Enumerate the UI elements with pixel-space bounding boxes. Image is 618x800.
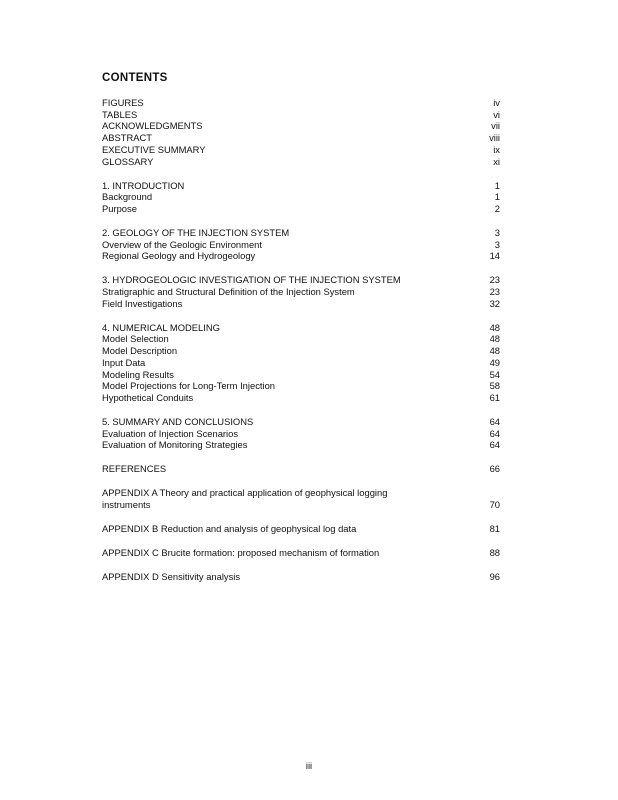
toc-entry-page: 66 [489, 463, 500, 475]
toc-group [102, 571, 500, 583]
toc-entry-page: 70 [489, 499, 500, 511]
toc-entry-page: 23 [489, 286, 500, 298]
toc-entry-label: Stratigraphic and Structural Definition of the Injection System [102, 286, 355, 298]
toc-entry[interactable] [102, 571, 500, 583]
toc-entry[interactable] [102, 239, 500, 251]
toc-entry[interactable] [102, 487, 500, 510]
toc-entry-label: APPENDIX D Sensitivity analysis [102, 571, 241, 583]
toc-entry[interactable] [102, 298, 500, 310]
toc-group [102, 97, 500, 167]
toc-entry[interactable] [102, 180, 500, 192]
toc-group [102, 487, 500, 510]
toc-group [102, 180, 500, 215]
toc-entry-page: 96 [489, 571, 500, 583]
toc-entry-page: vii [491, 120, 500, 132]
toc-entry-label: Model Projections for Long-Term Injection [102, 380, 275, 392]
toc-entry-label: 2. GEOLOGY OF THE INJECTION SYSTEM [102, 226, 290, 238]
toc-entry-page: 14 [489, 250, 500, 262]
toc-entry[interactable] [102, 109, 500, 121]
toc-entry-page: 88 [489, 547, 500, 559]
toc-entry-page: iv [493, 97, 500, 108]
toc-entry[interactable] [102, 250, 500, 262]
toc-group [102, 274, 500, 309]
toc-entry-label: ABSTRACT [102, 132, 153, 144]
toc-entry-page: 61 [489, 391, 500, 403]
toc-entry-label: EXECUTIVE SUMMARY [102, 143, 206, 155]
toc-entry-label: Hypothetical Conduits [102, 391, 194, 403]
toc-entry-page: 64 [489, 415, 500, 427]
toc-entry[interactable] [102, 392, 500, 404]
toc-entry-label: Evaluation of Injection Scenarios [102, 427, 239, 439]
toc-entry[interactable] [102, 97, 500, 109]
toc-entry[interactable] [102, 380, 500, 392]
toc-entry-label: Regional Geology and Hydrogeology [102, 250, 256, 262]
toc-entry-label: Field Investigations [102, 297, 183, 309]
toc-entry-page: 1 [494, 179, 500, 191]
toc-entry-page: 2 [494, 202, 500, 214]
toc-entry-label: Evaluation of Monitoring Strategies [102, 439, 248, 451]
toc-entry[interactable] [102, 191, 500, 203]
toc-entry-label: APPENDIX C Brucite formation: proposed mechanism of formation [102, 547, 380, 559]
toc-entry-page: 3 [494, 226, 500, 238]
toc-group [102, 227, 500, 262]
toc-entry-page: 64 [489, 427, 500, 439]
toc-entry-page: 3 [494, 238, 500, 250]
toc-entry-page: 1 [494, 191, 500, 203]
toc-entry-label: TABLES [102, 108, 138, 120]
toc-entry-label: Overview of the Geologic Environment [102, 238, 262, 250]
toc-entry-label: 5. SUMMARY AND CONCLUSIONS [102, 415, 254, 427]
toc-entry[interactable] [102, 120, 500, 132]
toc-entry-page: 58 [489, 380, 500, 392]
toc-entry[interactable] [102, 428, 500, 440]
toc-entry-label: FIGURES [102, 97, 144, 108]
toc-group [102, 547, 500, 559]
toc-entry[interactable] [102, 156, 500, 168]
toc-group [102, 322, 500, 404]
toc-entry-label: 3. HYDROGEOLOGIC INVESTIGATION OF THE INJECTION SYSTEM [102, 274, 401, 286]
toc-entry-page: 48 [489, 345, 500, 357]
toc-entry[interactable] [102, 132, 500, 144]
toc-entry[interactable] [102, 369, 500, 381]
page-number: iii [305, 760, 313, 771]
toc-entry[interactable] [102, 345, 500, 357]
toc-entry-label: 1. INTRODUCTION [102, 179, 185, 191]
toc-entry-page: 32 [489, 297, 500, 309]
toc-entry-page: viii [489, 132, 500, 144]
table-of-contents [102, 97, 500, 595]
toc-entry[interactable] [102, 286, 500, 298]
toc-entry[interactable] [102, 416, 500, 428]
toc-entry-page: xi [493, 155, 500, 167]
toc-entry-page: 48 [489, 333, 500, 345]
toc-group [102, 416, 500, 451]
toc-entry-page: 49 [489, 356, 500, 368]
toc-entry-page: 48 [489, 321, 500, 333]
toc-entry[interactable] [102, 203, 500, 215]
toc-entry-label: APPENDIX A Theory and practical application of geophysical logging instruments [102, 487, 388, 511]
toc-entry[interactable] [102, 274, 500, 286]
toc-entry-label: APPENDIX B Reduction and analysis of geophysical log data [102, 523, 357, 535]
toc-entry[interactable] [102, 523, 500, 535]
toc-entry-label: Purpose [102, 202, 137, 214]
toc-entry[interactable] [102, 463, 500, 475]
page-title: CONTENTS [102, 72, 168, 84]
toc-entry[interactable] [102, 547, 500, 559]
toc-entry-page: 81 [489, 523, 500, 535]
toc-entry-page: 64 [489, 439, 500, 451]
toc-entry[interactable] [102, 357, 500, 369]
toc-entry[interactable] [102, 322, 500, 334]
toc-entry-label: Model Selection [102, 333, 169, 345]
toc-entry-label: Background [102, 191, 153, 203]
toc-entry-page: 23 [489, 274, 500, 286]
toc-entry-label: Modeling Results [102, 368, 174, 380]
toc-group [102, 523, 500, 535]
toc-entry[interactable] [102, 333, 500, 345]
toc-entry-label: Model Description [102, 345, 178, 357]
toc-group [102, 463, 500, 475]
toc-entry[interactable] [102, 144, 500, 156]
toc-entry[interactable] [102, 227, 500, 239]
toc-entry-page: ix [493, 143, 500, 155]
toc-entry-label: GLOSSARY [102, 155, 154, 167]
toc-entry-page: 54 [489, 368, 500, 380]
toc-entry-label: 4. NUMERICAL MODELING [102, 321, 220, 333]
toc-entry-label: REFERENCES [102, 463, 167, 475]
toc-entry-label: ACKNOWLEDGMENTS [102, 120, 203, 132]
toc-entry[interactable] [102, 439, 500, 451]
toc-entry-page: vi [493, 108, 500, 120]
toc-entry-label: Input Data [102, 356, 146, 368]
